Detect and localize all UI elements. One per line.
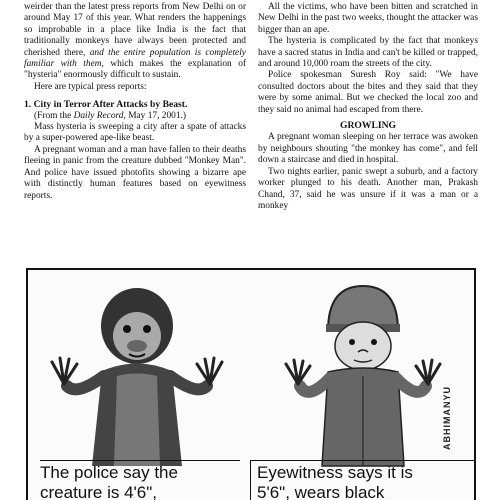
paragraph: All the victims, who have been bitten and scratched in New Delhi in the past two weeks, thought the attacker was bigger than an ape.	[258, 2, 478, 35]
report-source	[24, 111, 246, 122]
left-column	[24, 2, 246, 202]
monkey-sketch-icon	[32, 276, 242, 471]
section-heading: GROWLING	[340, 120, 396, 132]
paragraph: Mass hysteria is sweeping a city after a spate of attacks by a super-powered ape-like beast.	[24, 122, 246, 144]
monkey-man-sketch-police	[32, 276, 242, 471]
paragraph-emphasis: and the entire population is completely familiar with them,	[24, 47, 246, 70]
paragraph: Here are typical press reports:	[34, 81, 147, 92]
paragraph: Two nights earlier, panic swept a suburb, and a factory worker plunged to his death. Another man, Prakash Chand, 37, said he was unsure if it was a man or a monkey	[258, 166, 478, 211]
artist-signature: ABHIMANYU	[442, 386, 452, 450]
paragraph-text: which makes the explanation of "hysteria" enormously difficult to sustain.	[24, 59, 247, 81]
helmeted-figure-sketch-icon	[258, 276, 468, 471]
monkey-man-sketch-eyewitness	[258, 276, 468, 471]
caption-police: The police say the creature is 4'6",	[40, 460, 240, 500]
paragraph-text: weirder than the latest press reports from New Delhi on or around May 17 of this year. What renders the happenings so improbable in a place like India is the fact that traditionally monkeys have always been protected and cherished there,	[24, 2, 246, 58]
paragraph: The hysteria is complicated by the fact that monkeys have a sacred status in India and can't be killed or trapped, and around 10,000 roam the streets of the city.	[258, 36, 478, 70]
paragraph: A pregnant woman and a man have fallen to their deaths fleeing in panic from the creature dubbed "Monkey Man". And police have issued photofits showing a bizarre ape with distinctly human features based on eyewitness reports.	[24, 144, 246, 201]
report-heading: 1. City in Terror After Attacks by Beast.	[24, 99, 188, 111]
source-publication: Daily Record	[73, 110, 124, 121]
source-text: , May 17, 2001.)	[123, 110, 186, 121]
paragraph: Police spokesman Suresh Roy said: "We have consulted doctors about the bites and they said that they were by some animal. But we checked the local zoo and they said no animal had escaped from there.	[258, 70, 478, 115]
caption-eyewitness: Eyewitness says it is 5'6", wears black	[250, 460, 476, 500]
paragraph: A pregnant woman sleeping on her terrace was awoken by neighbours shouting "the monkey has come", and fell down a staircase and died in hospital.	[258, 132, 478, 166]
paragraph	[24, 2, 246, 82]
source-text: (From the	[34, 110, 74, 121]
newspaper-clipping	[26, 268, 476, 500]
right-column	[258, 2, 478, 212]
